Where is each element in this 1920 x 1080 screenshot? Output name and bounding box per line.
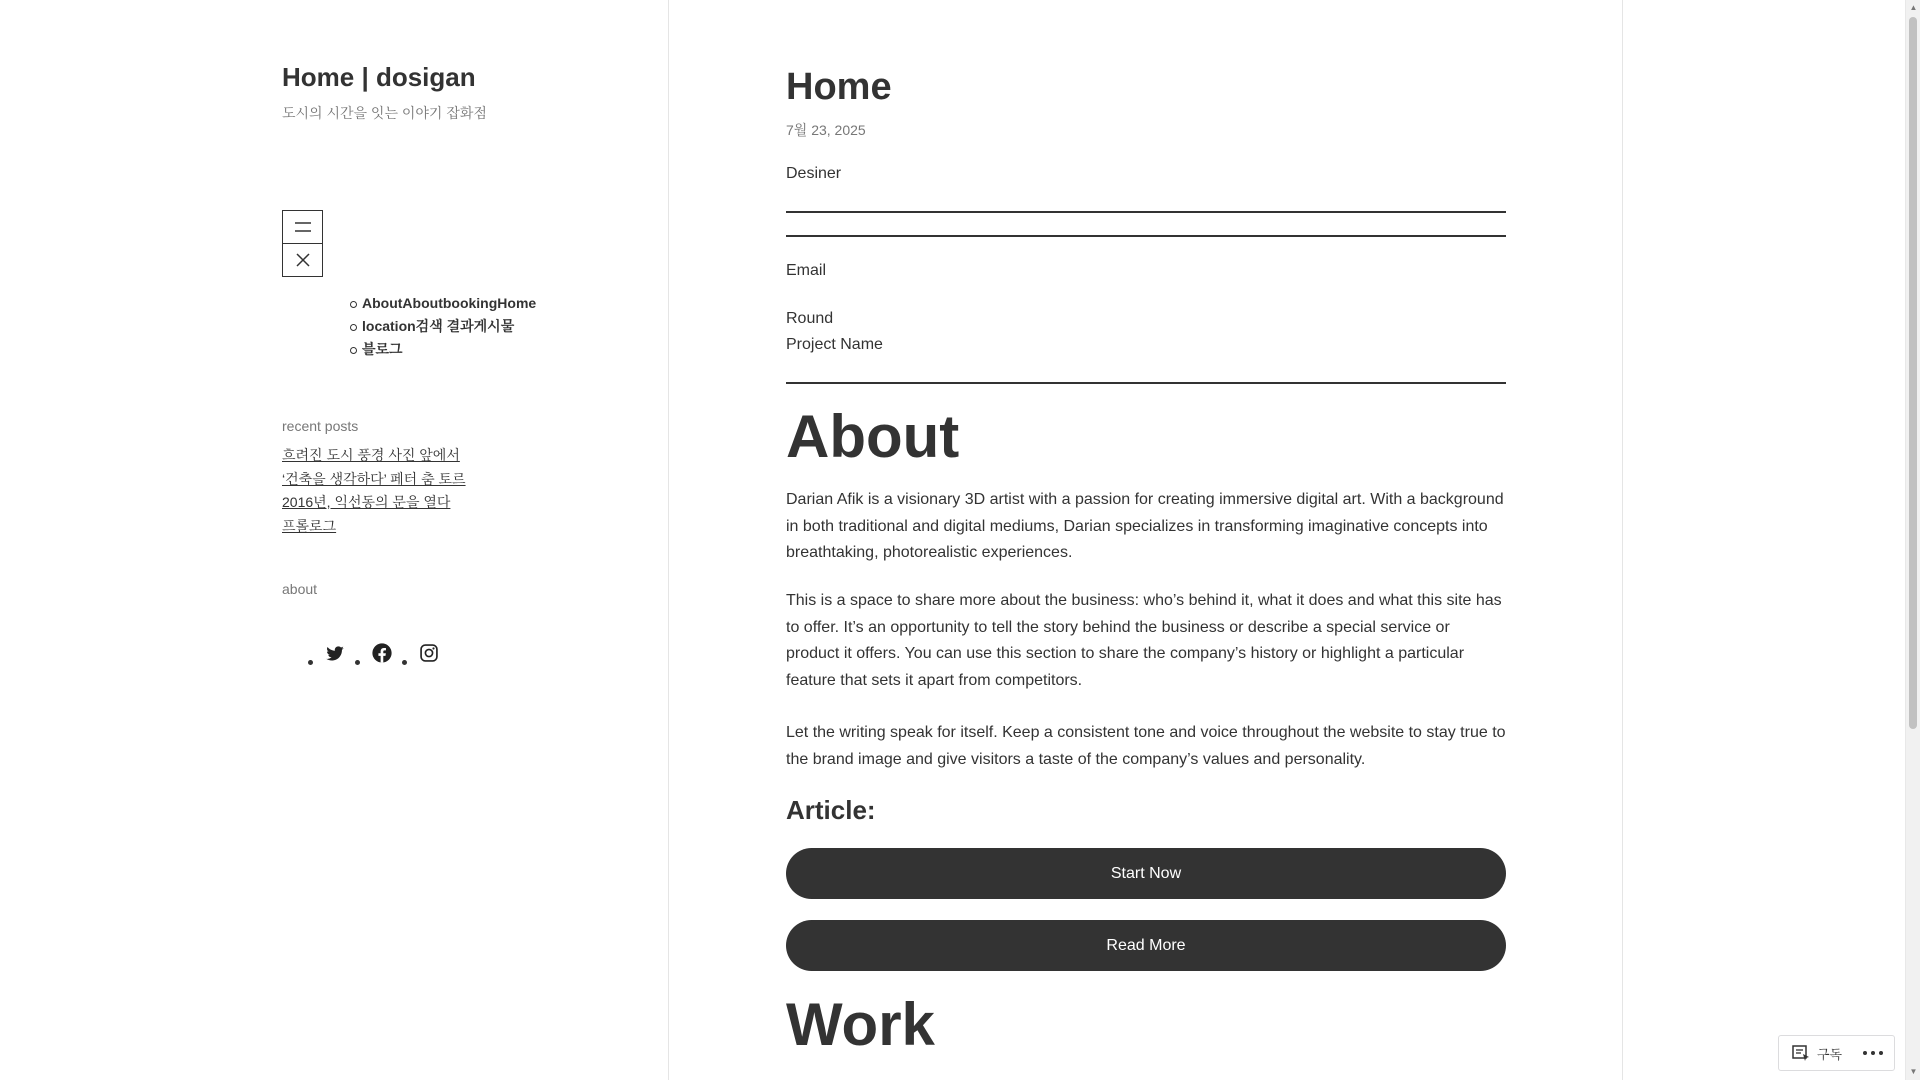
subscribe-label: 구독: [1817, 1046, 1843, 1062]
site-description: 도시의 시간을 잇는 이야기 잡화점: [282, 105, 487, 121]
twitter-link[interactable]: [323, 641, 347, 665]
nav-item[interactable]: location검색 결과게시물: [362, 315, 536, 338]
post-date[interactable]: 7월 23, 2025: [786, 122, 866, 138]
work-heading: Work: [786, 991, 935, 1058]
instagram-link[interactable]: [417, 641, 441, 665]
email-field: Email: [786, 262, 827, 279]
recent-post-link[interactable]: 흐려진 도시 풍경 사진 앞에서: [282, 447, 460, 463]
twitter-icon: [324, 643, 346, 663]
about-paragraph: This is a space to share more about the business: who’s behind it, what it does and what this site has to offer. It’s an opportunity to tell the story behind the business or describe a special service or product it offers. You can use this section to share the company’s history or highlight a particular feature that sets it apart from competitors.: [786, 592, 1502, 689]
divider: [786, 382, 1506, 384]
scrollbar-thumb[interactable]: [1909, 17, 1917, 729]
close-icon: [294, 251, 312, 269]
about-paragraph: Let the writing speak for itself. Keep a consistent tone and voice throughout the website to stay true to the brand image and give visitors a taste of the company’s values and personality.: [786, 724, 1506, 768]
facebook-icon: [371, 642, 393, 664]
list-bullet: [402, 660, 407, 665]
social-links: [300, 641, 441, 665]
nav-item[interactable]: AboutAboutbookingHome: [362, 292, 536, 315]
about-heading: About: [786, 403, 960, 470]
divider: [786, 211, 1506, 213]
primary-nav: [362, 292, 536, 361]
recent-post-link[interactable]: 2016년, 익선동의 문을 열다: [282, 494, 451, 510]
start-now-button[interactable]: Start Now: [786, 848, 1506, 899]
recent-posts-list: [282, 444, 466, 538]
scroll-down-icon[interactable]: ▼: [1909, 1067, 1918, 1076]
main-content: [669, 0, 1623, 1080]
project-name-field: Project Name: [786, 336, 883, 353]
list-bullet: [308, 660, 313, 665]
subscribe-button[interactable]: [1779, 1044, 1842, 1063]
page-title: Home: [786, 66, 892, 108]
read-more-button[interactable]: Read More: [786, 920, 1506, 971]
hamburger-menu-icon: [293, 220, 313, 234]
divider: [786, 235, 1506, 237]
recent-post-link[interactable]: ‘건축을 생각하다’ 페터 춤 토르: [282, 470, 466, 487]
sidebar: [0, 0, 669, 1080]
nav-item[interactable]: 블로그: [362, 338, 536, 361]
recent-post-link[interactable]: 프롤로그: [282, 517, 337, 534]
round-field: Round: [786, 310, 834, 327]
list-bullet: [355, 660, 360, 665]
recent-posts-title: recent posts: [282, 418, 359, 434]
article-heading: Article:: [786, 795, 876, 825]
scroll-up-icon[interactable]: ▲: [1909, 3, 1918, 12]
instagram-icon: [419, 643, 439, 663]
more-dots-icon: [1862, 1050, 1884, 1056]
site-title[interactable]: Home | dosigan: [282, 62, 476, 92]
reader-icon: [1791, 1044, 1811, 1062]
more-button[interactable]: [1862, 1050, 1884, 1056]
about-paragraph: Darian Afik is a visionary 3D artist with a passion for creating immersive digital art. With a background in both traditional and digital mediums, Darian specializes in transforming imaginative concepts into breathtaking, photorealistic experiences.: [786, 491, 1504, 561]
close-menu-button[interactable]: [282, 243, 323, 277]
open-menu-button[interactable]: [282, 210, 323, 244]
facebook-link[interactable]: [370, 641, 394, 665]
scrollbar[interactable]: [1905, 0, 1920, 1080]
designer-field: Desiner: [786, 165, 842, 182]
about-widget-title: about: [282, 581, 318, 597]
subscribe-bar: [1778, 1035, 1895, 1071]
